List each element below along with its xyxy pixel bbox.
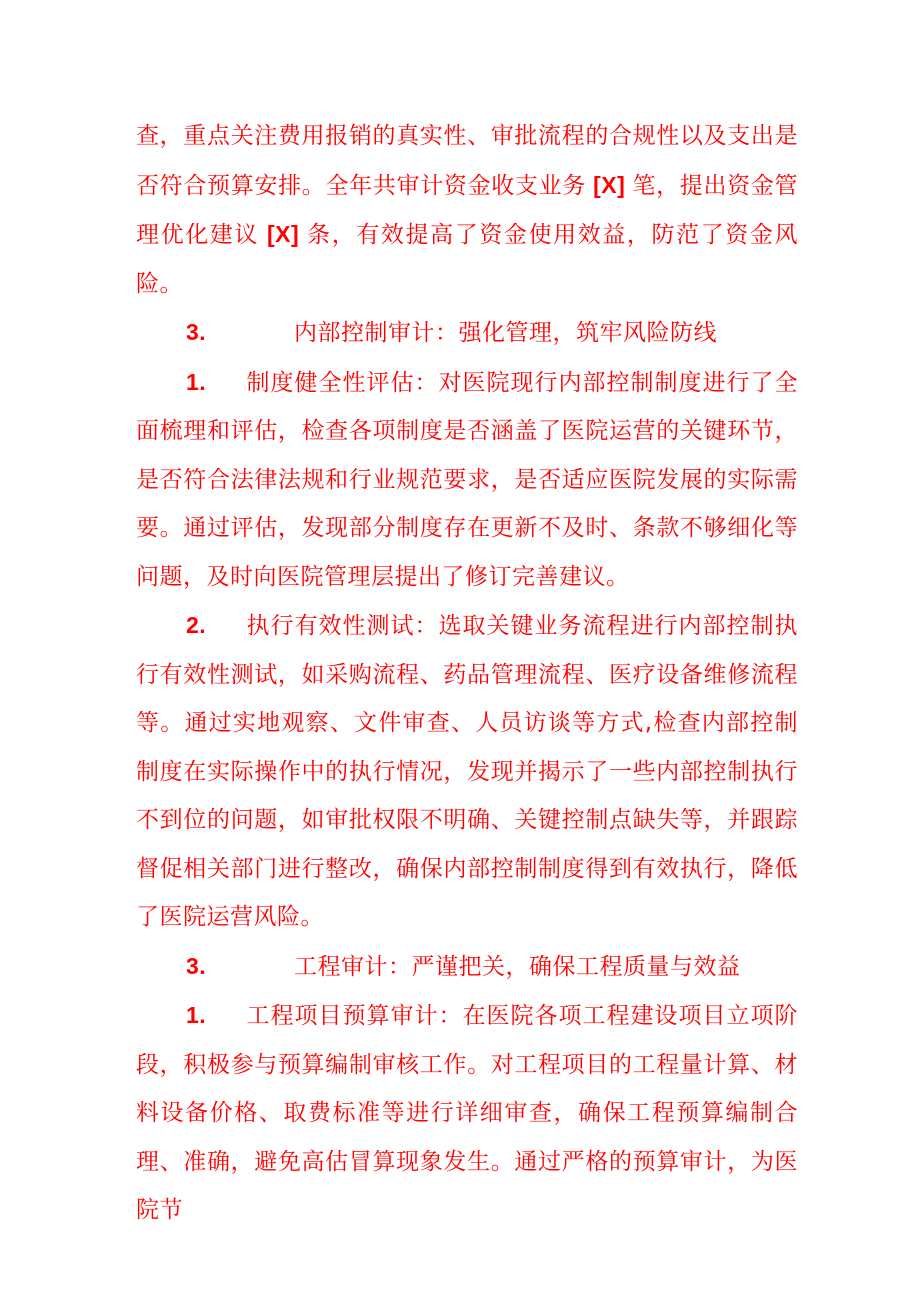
section-heading-internal-control [136, 308, 798, 358]
paragraph-funds-audit [136, 112, 798, 308]
paragraph-text: 笔，提出资金管理优化建议 [136, 172, 799, 248]
placeholder-count: [X] [259, 221, 308, 247]
item-text: 制度健全性评估：对医院现行内部控制制度进行了全面梳理和评估，检查各项制度是否涵盖了医院运营的关键环节，是否符合法律法规和行业规范要求，是否适应医院发展的实际需要。通过评估，发现部分制度存在更新不及时、条款不够细化等问题，及时向医院管理层提出了修订完善建议。 [136, 369, 798, 590]
list-item-execution-test [136, 601, 798, 942]
section-title: 内部控制审计：强化管理，筑牢风险防线 [294, 320, 717, 346]
section-title: 工程审计：严谨把关，确保工程质量与效益 [294, 953, 741, 980]
document-body [136, 112, 798, 1235]
list-item-system-evaluation [136, 358, 798, 602]
placeholder-count: [X] [586, 171, 633, 198]
item-number: 1. [186, 1002, 207, 1028]
section-number: 3. [186, 319, 207, 345]
item-number: 2. [186, 612, 207, 638]
list-item-budget-audit [136, 991, 798, 1235]
item-text: 执行有效性测试：选取关键业务流程进行内部控制执行有效性测试，如采购流程、药品管理流程、医疗设备维修流程等。通过实地观察、文件审查、人员访谈等方式,检查内部控制制度在实际操作中的执行情况，发现并揭示了一些内部控制执行不到位的问题，如审批权限不明确、关键控制点缺失等，并跟踪督促相关部门进行整改，确保内部控制制度得到有效执行，降低了医院运营风险。 [136, 613, 798, 930]
section-heading-engineering-audit [136, 942, 798, 992]
paragraph-text: 查，重点关注费用报销的真实性、审批流程的合规性以及支出是否符合预算安排。全年共审计资金收支业务 [136, 123, 798, 199]
item-number: 1. [186, 368, 207, 395]
item-text: 工程项目预算审计：在医院各项工程建设项目立项阶段，积极参与预算编制审核工作。对工程项目的工程量计算、材料设备价格、取费标准等进行详细审查，确保工程预算编制合理、准确，避免高估冒算现象发生。通过严格的预算审计，为医院节 [136, 1003, 798, 1223]
paragraph-text: 条，有效提高了资金使用效益，防范了资金风险。 [136, 222, 799, 297]
section-number: 3. [186, 952, 207, 979]
